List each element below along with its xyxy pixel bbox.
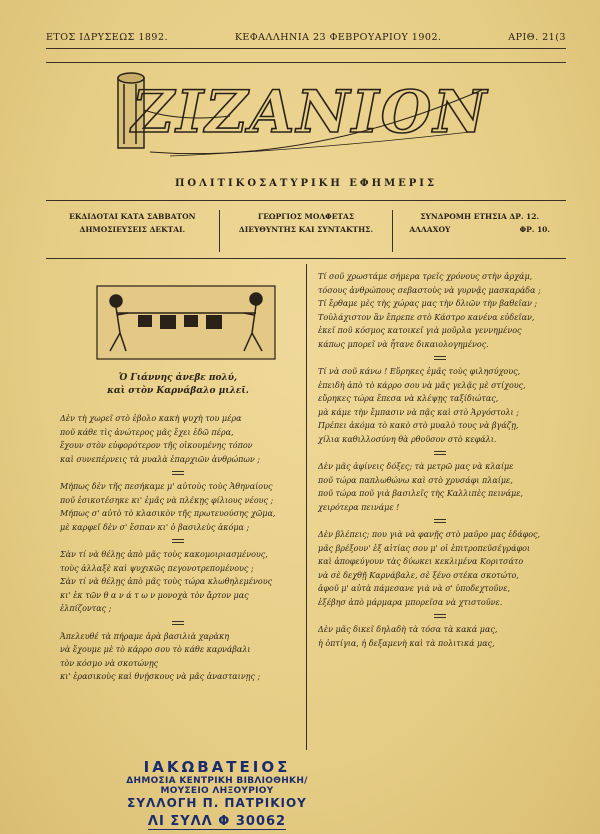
info-publication: ΕΚΔΙΔΟΤΑΙ ΚΑΤΑ ΣΑΒΒΑΤΟΝ ΔΗΜΟΣΙΕΥΣΕΙΣ ΔΕΚΤΑΙ. bbox=[69, 212, 196, 234]
stanza-separator bbox=[318, 609, 562, 623]
left-column bbox=[60, 372, 296, 684]
issue-number: ΑΡΙΘ. 21(3 bbox=[508, 32, 566, 43]
stanza-separator bbox=[318, 446, 562, 460]
place-date: ΚΕΦΑΛΛΗΝΙΑ 23 ΦΕΒΡΟΥΑΡΙΟΥ 1902. bbox=[234, 32, 442, 43]
stanza-separator bbox=[60, 466, 296, 480]
poem-stanza: Δὲν μᾶς δικεῖ δηλαδὴ τὰ τόσα τὰ κακά μας, ἡ ὁπτίγια, ἡ δεξαμενὴ καὶ τὰ πολιτικά μας, bbox=[318, 625, 498, 648]
stanza-separator bbox=[318, 351, 562, 365]
infobar-rule bbox=[46, 258, 566, 259]
masthead-top-rule bbox=[46, 62, 566, 63]
poem-stanza: Ἀπελευθέ τὰ πήραμε ἀρὰ βασιλιὰ χαρὰκη νὰ ἔχουμε μὲ τὸ κάρρο σου τὸ κάθε καρνάβαλι τὸν κόσμο νὰ σκοτώνῃς κι' ἐρασικοὺς καὶ θνῄσκους νὰ μᾶς ἀνασταινῃς ; bbox=[60, 631, 261, 681]
info-subscription: ΣΥΝΔΡΟΜΗ ΕΤΗΣΙΑ ΔΡ. 12. ΑΛΛΑΧΟΥ ΦΡ. 10. bbox=[392, 210, 566, 252]
poem-stanza: Σὰν τί νὰ θέλῃς ἀπὸ μᾶς τοὺς κακομοιριασμένους, τοὺς ἀλλαξὲ καὶ ψυχικῶς πεγονοτρεπομένους ; Σὰν τί νὰ θέλῃς ἀπὸ μᾶς τοὺς τώρα κλωθηλεμένους κι' ἐκ τῶν θ α ν ά τ ω ν μονοχὰ τὸν ἄρτον μας ἐλπίζοντας ; bbox=[60, 550, 273, 613]
info-editor: ΓΕΩΡΓΙΟΣ ΜΟΛΦΕΤΑΣ ΔΙΕΥΘΥΝΤΗΣ ΚΑΙ ΣΥΝΤΑΚΤΗΣ. bbox=[219, 210, 393, 252]
cartoon-illustration bbox=[96, 285, 276, 360]
stanza-separator bbox=[318, 514, 562, 528]
poem-stanza: Τί σοῦ χρωστάμε σήμερα τρεῖς χρόνους στὴν ἀρχάμ, τόσους ἀνθρώπους σεβαστοὺς νὰ γυρνᾷς μασκαράδα ; Τί ἔρθαμε μὲς τὴς χώρας μας τὴν δλιῶν τὴν βαθεῖαν ; Τοὐλάχιστον ἂν ἔπρεπε στὸ Κάστρο κανένα εὐδεῖαν, ἐκεῖ ποῦ κόσμος κατοικεῖ γιὰ μοῦρλα γεννημένος κάπως μπορεῖ νὰ ἦτανε δικαιολογημένος. bbox=[318, 272, 541, 349]
poem-stanza: Δὲν μᾶς ἀφίνεις δόξες; τὰ μετρῶ μας νὰ κλαίμε ποῦ τώρα παπλωθώνω καὶ στὸ χρυσάφι πλαίμε, ποῦ τώρα ποῦ γιὰ βασιλεῖς τὴς Καλλιπὲς πεινάμε, χειρότερα πεινάμε ! bbox=[318, 462, 524, 512]
poem-stanza: Μήπως δὲν τῆς πεσήκαμε μ' αὐτοὺς τοὺς Ἀθηναίους ποῦ ἐσικοτέσηκε κι' ἐμᾶς νὰ πλέκῃς φίλιους νέους ; Μήπως σ' αὐτὸ τὸ κλασικὸν τῆς πρωτευούσης χῶμα, μὲ καρφεῖ δὲν σ' ἔσπαν κι' ὁ βασιλεὺς ἀκόμα ; bbox=[60, 482, 276, 532]
subtitle-rule bbox=[46, 200, 566, 201]
stanza-separator bbox=[60, 534, 296, 548]
article-headline: Ὁ Γιάννης ἀνεβε πολύ, καὶ στὸν Καρνάβαλο μιλεῖ. bbox=[107, 373, 249, 396]
column-divider bbox=[306, 264, 307, 750]
founded-year: ΕΤΟΣ ΙΔΡΥΣΕΩΣ 1892. bbox=[46, 32, 169, 43]
poem-stanza: Δὲν τὴ χωρεῖ στὸ ἐβολο κακὴ ψυχὴ του μέρα ποῦ κάθε τὶς ἀνώτερος μᾶς ἔχει ἐδῶ πέρα, ἔχουν στὸν εὐφορότερον τῆς οἰκουμένης τόπον καὶ συνεπέρνεις τὰ μυαλὰ ἐπαρχιῶν ἀνθρώπων ; bbox=[60, 414, 260, 464]
right-column bbox=[318, 270, 562, 650]
library-stamp: ΙΑΚΩΒΑΤΕΙΟΣ ΔΗΜΟΣΙΑ ΚΕΝΤΡΙΚΗ ΒΙΒΛΙΟΘΗΚΗ/ΜΟΥΣΕΙΟ ΛΗΞΟΥΡΙΟΥ ΣΥΛΛΟΓΗ Π. ΠΑΤΡΙΚΙΟΥ ΛΙ ΣΥΛΛ Φ 30062 bbox=[126, 758, 308, 829]
poem-stanza: Τί νὰ σοῦ κάνω ! Εὔρηκες ἐμᾶς τοὺς φιλησύχους, ἐπειδὴ ἀπὸ τὸ κάρρο σου νὰ μᾶς γελᾷς μὲ στίχους, εὔρηκες τώρα ἔπεσα νὰ κλέψῃς ταξίδιώτας, μὰ κάμε τὴν ἔμπασιν νὰ πᾷς καὶ στὸ Ἀργόστολι ; Πρέπει ἀκόμα τὸ κακὸ στὸ μυαλὸ τους νὰ βγάζῃ, χίλια καθιλλοσύνη θὰ ρθοῦσον στὸ κεφάλι. bbox=[318, 367, 526, 444]
info-bar bbox=[46, 210, 566, 252]
poem-stanza: Δὲν βλέπεις; που γιὰ νὰ φανῇς στὸ μαῦρο μας ἐδάφος, μᾶς βρέξουν' ἐξ αἰτίας σου μ' οἱ ἐπιτροπεῦσέγράφοι καὶ ἀποφεύγουν τὰς δύωκει κεκλιμένα Κοριτσάτο νὰ σὲ δεχθῇ Καρνάβαλε, σὲ ξένο στέκα σκοτώτο, ἀφοῦ μ' αὐτὰ πάμεσανε γιὰ νὰ σ' ὑποδεχτοῦνε, ἐξέβησ ἀπὸ μάρμαρα μπορεῖσα νὰ χτιστοῦνε. bbox=[318, 530, 541, 607]
masthead-title bbox=[110, 70, 490, 165]
masthead-title-text: ΖΙΖΑΝΙΟΝ bbox=[131, 78, 489, 146]
stanza-separator bbox=[60, 616, 296, 630]
header-line bbox=[46, 32, 566, 43]
header-rule bbox=[46, 48, 566, 49]
masthead-subtitle: ΠΟΛΙΤΙΚΟΣΑΤΥΡΙΚΗ ΕΦΗΜΕΡΙΣ bbox=[174, 178, 438, 189]
